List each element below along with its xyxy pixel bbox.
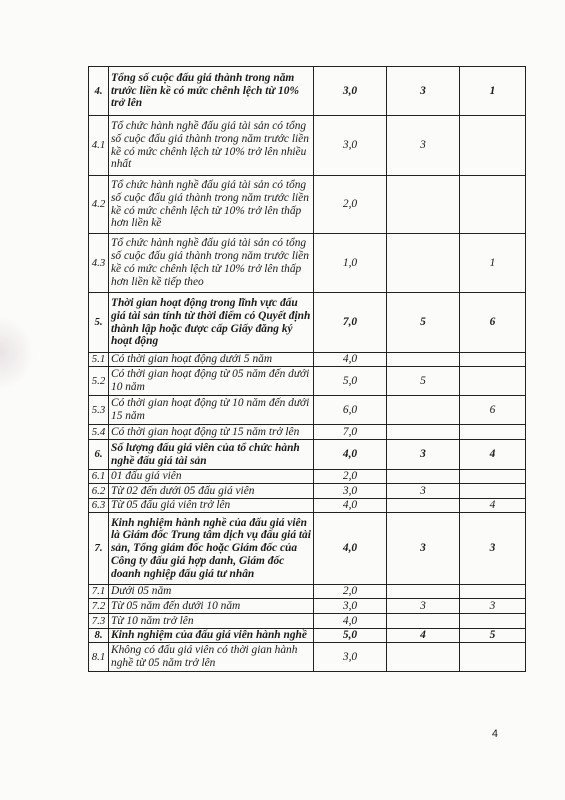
criterion-text: Thời gian hoạt động trong lĩnh vực đấu giá tài sản tính từ thời điểm có Quyết định thành lập hoặc được cấp Giấy đăng ký hoạt động [109, 293, 314, 353]
score-b: 3 [460, 513, 526, 585]
row-number: 8.1 [89, 643, 109, 672]
criterion-text: Từ 05 đấu giá viên trở lên [109, 499, 314, 513]
score-b: 6 [460, 293, 526, 353]
max-score: 2,0 [314, 470, 387, 484]
score-b [460, 470, 526, 484]
row-number: 8. [89, 629, 109, 643]
max-score: 4,0 [314, 499, 387, 513]
score-b [460, 367, 526, 396]
score-a: 5 [387, 367, 460, 396]
score-a: 3 [387, 484, 460, 499]
row-number: 5. [89, 293, 109, 353]
row-number: 5.4 [89, 425, 109, 440]
row-number: 5.2 [89, 367, 109, 396]
table-row [89, 67, 526, 116]
score-a: 3 [387, 599, 460, 614]
max-score: 5,0 [314, 629, 387, 643]
score-b: 6 [460, 396, 526, 425]
table-row [89, 440, 526, 470]
table-row [89, 599, 526, 614]
score-a [387, 176, 460, 234]
row-number: 7.3 [89, 614, 109, 629]
max-score: 1,0 [314, 234, 387, 293]
score-b: 3 [460, 599, 526, 614]
score-b: 1 [460, 234, 526, 293]
criterion-text: Từ 02 đến dưới 05 đấu giá viên [109, 484, 314, 499]
criterion-text: Có thời gian hoạt động từ 05 năm đến dưới 10 năm [109, 367, 314, 396]
criterion-text: Từ 05 năm đến dưới 10 năm [109, 599, 314, 614]
table-row [89, 470, 526, 484]
max-score: 7,0 [314, 425, 387, 440]
criterion-text: Từ 10 năm trở lên [109, 614, 314, 629]
max-score: 2,0 [314, 176, 387, 234]
row-number: 5.3 [89, 396, 109, 425]
table-row [89, 614, 526, 629]
max-score: 4,0 [314, 440, 387, 470]
row-number: 5.1 [89, 353, 109, 367]
criterion-text: Có thời gian hoạt động từ 15 năm trở lên [109, 425, 314, 440]
criterion-text: Tổ chức hành nghề đấu giá tài sản có tổng số cuộc đấu giá thành trong năm trước liền kề có mức chênh lệch từ 10% trở lên thấp hơn liền kề [109, 176, 314, 234]
row-number: 6.3 [89, 499, 109, 513]
row-number: 7.1 [89, 585, 109, 599]
table-row [89, 484, 526, 499]
criterion-text: Tổng số cuộc đấu giá thành trong năm trước liền kề có mức chênh lệch từ 10% trở lên [109, 67, 314, 116]
table-row [89, 234, 526, 293]
criterion-text: Tổ chức hành nghề đấu giá tài sản có tổng số cuộc đấu giá thành trong năm trước liền kề có mức chênh lệch từ 10% trở lên nhiều nhất [109, 116, 314, 176]
criterion-text: Không có đấu giá viên có thời gian hành nghề từ 05 năm trở lên [109, 643, 314, 672]
criterion-text: Có thời gian hoạt động từ 10 năm đến dưới 15 năm [109, 396, 314, 425]
score-a [387, 585, 460, 599]
score-a: 3 [387, 116, 460, 176]
table-row [89, 629, 526, 643]
row-number: 7. [89, 513, 109, 585]
score-a [387, 614, 460, 629]
margin-stamp-smudge [0, 316, 34, 390]
score-b [460, 614, 526, 629]
score-a: 3 [387, 440, 460, 470]
score-a [387, 425, 460, 440]
score-b: 4 [460, 440, 526, 470]
criterion-text: Kinh nghiệm hành nghề của đấu giá viên là Giám đốc Trung tâm dịch vụ đấu giá tài sản, Tổng giám đốc hoặc Giám đốc của Công ty đấu giá hợp danh, Giám đốc doanh nghiệp đấu giá tư nhân [109, 513, 314, 585]
score-b [460, 484, 526, 499]
row-number: 6.1 [89, 470, 109, 484]
max-score: 4,0 [314, 513, 387, 585]
max-score: 5,0 [314, 367, 387, 396]
score-b [460, 176, 526, 234]
max-score: 4,0 [314, 614, 387, 629]
row-number: 4.1 [89, 116, 109, 176]
max-score: 3,0 [314, 643, 387, 672]
score-b [460, 353, 526, 367]
score-b [460, 116, 526, 176]
criterion-text: Có thời gian hoạt động dưới 5 năm [109, 353, 314, 367]
max-score: 7,0 [314, 293, 387, 353]
max-score: 2,0 [314, 585, 387, 599]
score-b: 4 [460, 499, 526, 513]
score-a: 4 [387, 629, 460, 643]
score-a: 5 [387, 293, 460, 353]
table-row [89, 293, 526, 353]
row-number: 4. [89, 67, 109, 116]
table-row [89, 425, 526, 440]
table-row [89, 367, 526, 396]
table-row [89, 176, 526, 234]
max-score: 4,0 [314, 353, 387, 367]
row-number: 4.2 [89, 176, 109, 234]
row-number: 4.3 [89, 234, 109, 293]
criterion-text: Tổ chức hành nghề đấu giá tài sản có tổng số cuộc đấu giá thành trong năm trước liền kề có mức chênh lệch từ 10% trở lên thấp hơn liền kề tiếp theo [109, 234, 314, 293]
max-score: 6,0 [314, 396, 387, 425]
table-row [89, 396, 526, 425]
score-a: 3 [387, 513, 460, 585]
table-row [89, 499, 526, 513]
table-row [89, 643, 526, 672]
score-a [387, 643, 460, 672]
page-number: 4 [491, 728, 498, 740]
max-score: 3,0 [314, 599, 387, 614]
score-a [387, 234, 460, 293]
criterion-text: Kinh nghiệm của đấu giá viên hành nghề [109, 629, 314, 643]
score-a [387, 470, 460, 484]
row-number: 6. [89, 440, 109, 470]
row-number: 7.2 [89, 599, 109, 614]
score-b [460, 643, 526, 672]
max-score: 3,0 [314, 67, 387, 116]
score-a [387, 353, 460, 367]
row-number: 6.2 [89, 484, 109, 499]
table-row [89, 116, 526, 176]
table-row [89, 353, 526, 367]
score-a [387, 396, 460, 425]
score-b [460, 425, 526, 440]
table-row [89, 513, 526, 585]
score-b [460, 585, 526, 599]
criterion-text: Số lượng đấu giá viên của tổ chức hành nghề đấu giá tài sản [109, 440, 314, 470]
criterion-text: Dưới 05 năm [109, 585, 314, 599]
criteria-table-body [89, 67, 526, 672]
criterion-text: 01 đấu giá viên [109, 470, 314, 484]
criteria-table [88, 66, 526, 672]
table-row [89, 585, 526, 599]
score-a [387, 499, 460, 513]
max-score: 3,0 [314, 116, 387, 176]
max-score: 3,0 [314, 484, 387, 499]
score-b: 1 [460, 67, 526, 116]
score-b: 5 [460, 629, 526, 643]
score-a: 3 [387, 67, 460, 116]
